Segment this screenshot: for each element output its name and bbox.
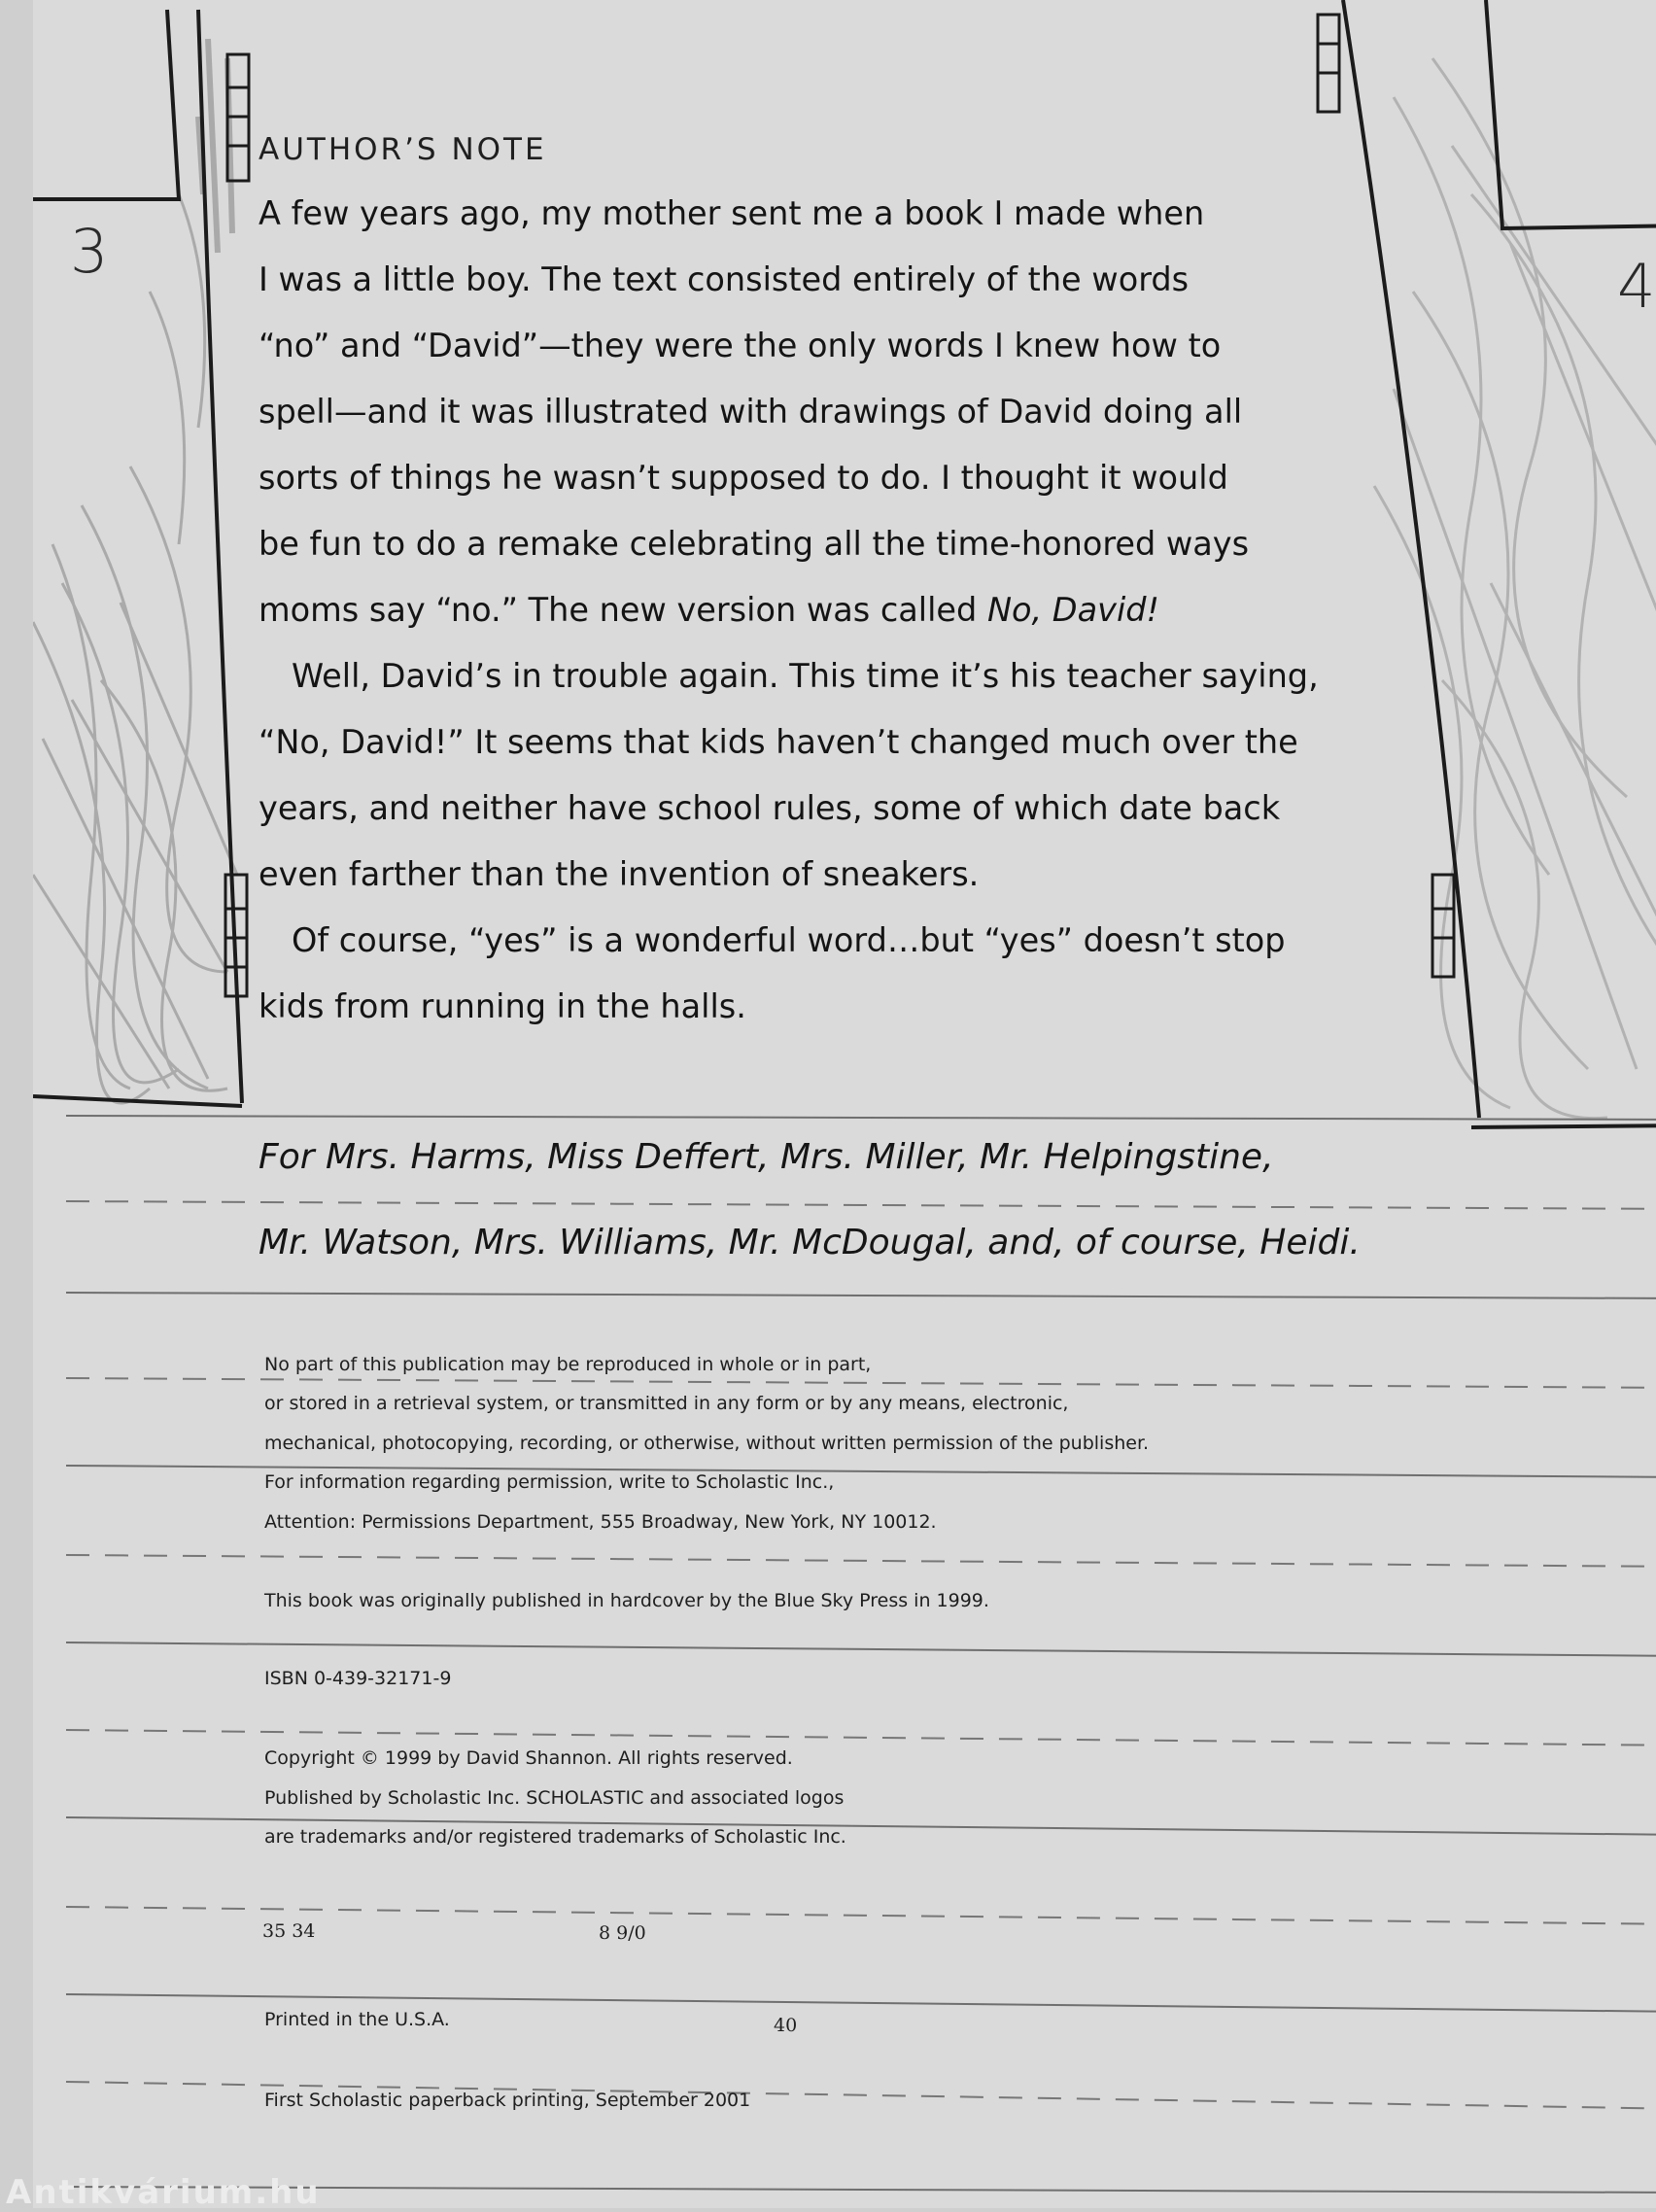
legal-line: For information regarding permission, write to Scholastic Inc., [264,1471,835,1493]
left-door-scribble [33,194,237,1103]
note-line: be fun to do a remake celebrating all the time-honored ways [259,525,1250,563]
ruled-lines [66,1116,1656,2193]
printing-numbers: 35 34 [262,1920,316,1942]
watermark: Antikvárium.hu [6,2173,321,2212]
note-line: Well, David’s in trouble again. This time it’s his teacher saying, [292,657,1319,695]
legal-line: mechanical, photocopying, recording, or otherwise, without written permission of the publisher. [264,1433,1150,1454]
right-door-frame [1343,0,1656,1127]
book-title: No, David! [986,591,1159,629]
note-line-text: moms say “no.” The new version was called [259,591,987,629]
dashed-lines [66,1201,1656,2109]
isbn: ISBN 0-439-32171-9 [264,1668,452,1689]
note-line: spell—and it was illustrated with drawings of David doing all [259,393,1243,431]
left-door-number: 3 [70,216,109,287]
legal-line: No part of this publication may be reproduced in whole or in part, [264,1354,872,1375]
note-line: years, and neither have school rules, some of which date back [259,789,1281,827]
note-line: Of course, “yes” is a wonderful word…but “yes” doesn’t stop [292,921,1286,959]
note-line: “No, David!” It seems that kids haven’t changed much over the [259,723,1298,761]
note-line: “no” and “David”—they were the only words I knew how to [259,327,1222,364]
note-line: even farther than the invention of sneakers. [259,855,980,893]
print-code: 40 [774,2015,798,2036]
first-printing: First Scholastic paperback printing, September 2001 [264,2090,751,2111]
legal-line: Attention: Permissions Department, 555 Broadway, New York, NY 10012. [264,1511,937,1533]
legal-line: or stored in a retrieval system, or transmitted in any form or by any means, electronic, [264,1393,1069,1414]
legal-line: Published by Scholastic Inc. SCHOLASTIC and associated logos [264,1787,845,1809]
printed-in: Printed in the U.S.A. [264,2009,450,2030]
dedication-line-1: For Mrs. Harms, Miss Deffert, Mrs. Miller, Mr. Helpingstine, [259,1137,1274,1177]
dedication-line-2: Mr. Watson, Mrs. Williams, Mr. McDougal, and, of course, Heidi. [259,1223,1361,1262]
legal-line: are trademarks and/or registered trademarks of Scholastic Inc. [264,1826,846,1848]
hardcover-note: This book was originally published in hardcover by the Blue Sky Press in 1999. [264,1590,989,1611]
right-door-number: 4 [1617,251,1656,322]
right-door-scribble [1374,58,1656,1119]
year-numbers: 8 9/0 [599,1922,646,1944]
authors-note-heading: AUTHOR’S NOTE [259,132,547,167]
legal-line: Copyright © 1999 by David Shannon. All rights reserved. [264,1747,793,1769]
right-hinges [1318,15,1454,977]
note-line [259,591,1159,629]
note-line: I was a little boy. The text consisted entirely of the words [259,260,1190,298]
note-line: A few years ago, my mother sent me a book I made when [259,194,1205,232]
note-line: kids from running in the halls. [259,987,746,1025]
note-line: sorts of things he wasn’t supposed to do. I thought it would [259,459,1228,497]
